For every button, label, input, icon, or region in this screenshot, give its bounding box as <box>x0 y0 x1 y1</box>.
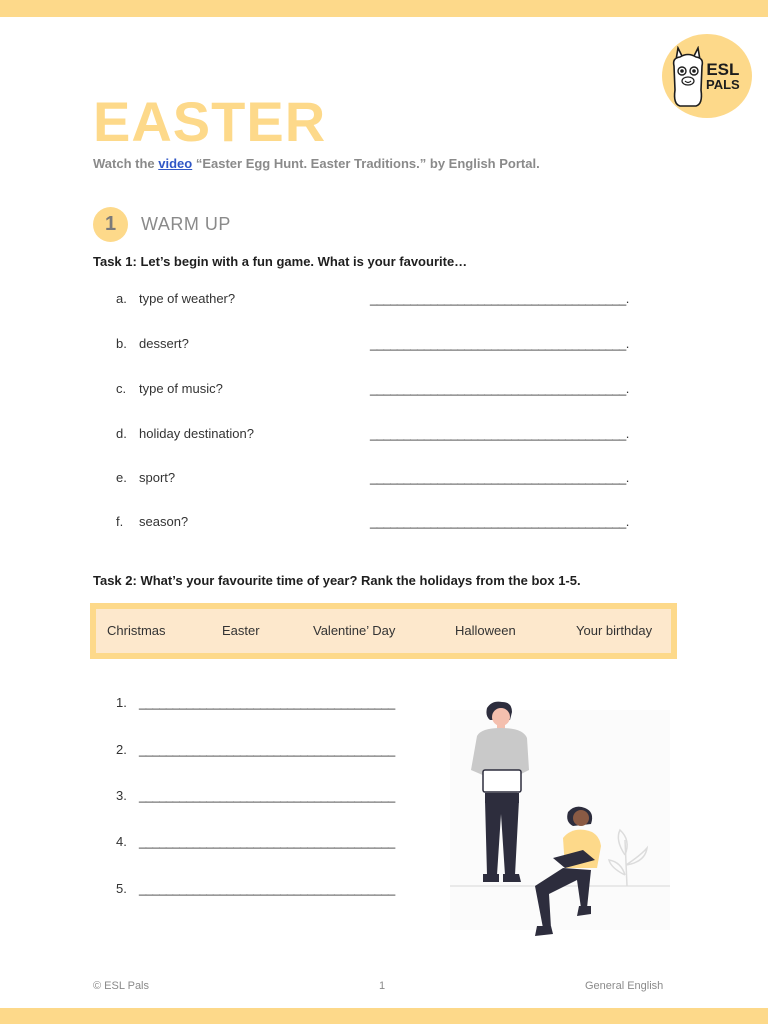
subtitle-prefix: Watch the <box>93 156 159 171</box>
answer-blank[interactable]: ______________________________________. <box>370 336 629 351</box>
section-number-badge: 1 <box>93 207 128 242</box>
footer-course: General English <box>585 980 664 992</box>
rank-number: 5. <box>116 881 127 896</box>
rank-blank[interactable]: ______________________________________ <box>139 695 395 710</box>
footer-page-number: 1 <box>379 980 386 992</box>
video-link[interactable]: video <box>158 156 193 171</box>
holiday-halloween: Halloween <box>455 623 516 638</box>
item-letter: a. <box>116 291 127 306</box>
list-item <box>0 426 768 446</box>
holiday-valentines-day: Valentine’ Day <box>313 623 396 638</box>
item-letter: d. <box>116 426 127 441</box>
rank-number: 1. <box>116 695 127 710</box>
llama-icon <box>670 46 706 108</box>
subtitle <box>93 156 540 171</box>
rank-blank[interactable]: ______________________________________ <box>139 742 395 757</box>
list-item <box>0 470 768 490</box>
task2-label: Task 2: What’s your favourite time of year? Rank the holidays from the box 1-5. <box>93 573 581 588</box>
holiday-your-birthday: Your birthday <box>576 623 653 638</box>
people-reading-illustration <box>445 690 675 955</box>
logo-text-esl: ESL <box>706 60 740 79</box>
item-text: type of music? <box>139 381 223 396</box>
list-item <box>0 514 768 534</box>
item-letter: b. <box>116 336 127 351</box>
item-text: type of weather? <box>139 291 236 306</box>
bottom-bar <box>0 1008 768 1024</box>
item-text: holiday destination? <box>139 426 254 441</box>
section-title: WARM UP <box>141 214 231 234</box>
item-letter: e. <box>116 470 127 485</box>
answer-blank[interactable]: ______________________________________. <box>370 291 629 306</box>
answer-blank[interactable]: ______________________________________. <box>370 514 629 529</box>
page-title: EASTER <box>93 90 327 153</box>
answer-blank[interactable]: ______________________________________. <box>370 470 629 485</box>
rank-blank[interactable]: ______________________________________ <box>139 834 395 849</box>
rank-number: 2. <box>116 742 127 757</box>
rank-number: 4. <box>116 834 127 849</box>
top-bar <box>0 0 768 17</box>
task1-label: Task 1: Let’s begin with a fun game. What is your favourite… <box>93 254 468 269</box>
esl-pals-logo <box>662 34 752 118</box>
rank-blank[interactable]: ______________________________________ <box>139 881 395 896</box>
list-item <box>0 336 768 356</box>
item-text: dessert? <box>139 336 189 351</box>
rank-number: 3. <box>116 788 127 803</box>
footer-copyright: © ESL Pals <box>93 980 149 992</box>
subtitle-suffix: “Easter Egg Hunt. Easter Traditions.” by English Portal. <box>192 156 540 171</box>
logo-text-pals: PALS <box>706 77 740 92</box>
holiday-easter: Easter <box>222 623 260 638</box>
answer-blank[interactable]: ______________________________________. <box>370 381 629 396</box>
item-text: sport? <box>139 470 176 485</box>
list-item <box>0 381 768 401</box>
item-letter: c. <box>116 381 127 396</box>
answer-blank[interactable]: ______________________________________. <box>370 426 629 441</box>
holiday-box <box>90 603 677 659</box>
item-text: season? <box>139 514 189 529</box>
rank-blank[interactable]: ______________________________________ <box>139 788 395 803</box>
item-letter: f. <box>116 514 124 529</box>
holiday-christmas: Christmas <box>107 623 166 638</box>
list-item <box>0 291 768 311</box>
